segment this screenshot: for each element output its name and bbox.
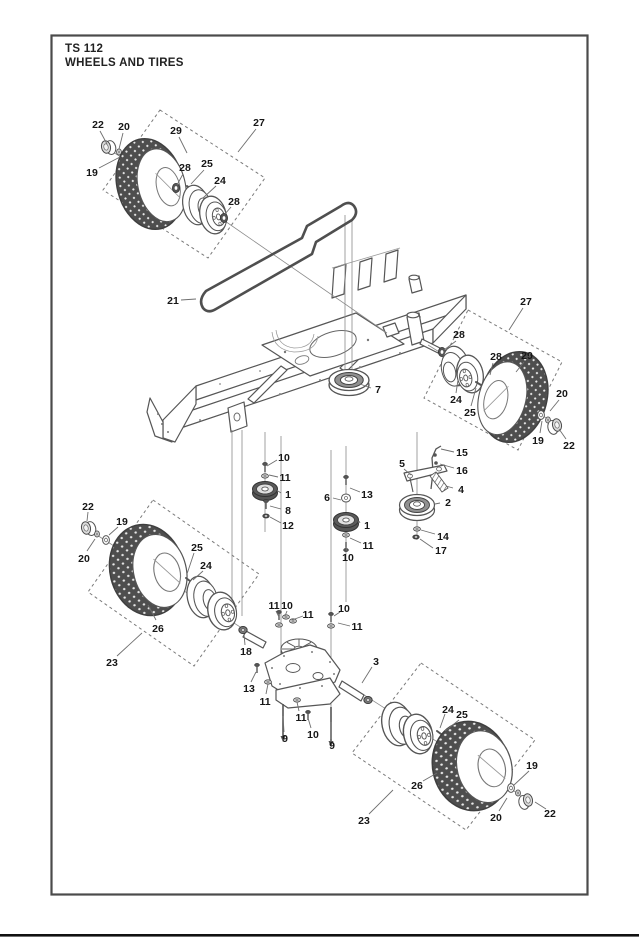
part-callout-24: 24 bbox=[214, 175, 226, 187]
part-callout-11: 11 bbox=[259, 696, 271, 708]
part-callout-25: 25 bbox=[456, 709, 468, 721]
part-callout-19: 19 bbox=[532, 435, 544, 447]
part-callout-25: 25 bbox=[201, 158, 213, 170]
part-callout-19: 19 bbox=[116, 516, 128, 528]
part-callout-12: 12 bbox=[282, 520, 294, 532]
part-callout-29: 29 bbox=[521, 350, 533, 362]
part-callout-13: 13 bbox=[361, 489, 373, 501]
part-callout-20: 20 bbox=[556, 388, 568, 400]
part-callout-5: 5 bbox=[399, 458, 405, 470]
part-callout-23: 23 bbox=[358, 815, 370, 827]
part-callout-28: 28 bbox=[453, 329, 465, 341]
part-callout-26: 26 bbox=[152, 623, 164, 635]
part-callout-16: 16 bbox=[456, 465, 468, 477]
part-callout-24: 24 bbox=[450, 394, 462, 406]
part-callout-10: 10 bbox=[342, 552, 354, 564]
part-callout-11: 11 bbox=[362, 540, 374, 552]
part-callout-11: 11 bbox=[279, 472, 291, 484]
part-callout-22: 22 bbox=[563, 440, 575, 452]
engine-pulley bbox=[329, 370, 369, 396]
part-callout-22: 22 bbox=[92, 119, 104, 131]
part-callout-4: 4 bbox=[458, 484, 464, 496]
part-callout-1: 1 bbox=[364, 520, 370, 532]
part-callout-19: 19 bbox=[526, 760, 538, 772]
part-callout-27: 27 bbox=[520, 296, 532, 308]
part-callout-7: 7 bbox=[375, 384, 381, 396]
part-callout-2: 2 bbox=[445, 497, 451, 509]
part-callout-21: 21 bbox=[167, 295, 179, 307]
part-callout-13: 13 bbox=[243, 683, 255, 695]
part-callout-14: 14 bbox=[437, 531, 449, 543]
part-callout-25: 25 bbox=[191, 542, 203, 554]
part-callout-26: 26 bbox=[411, 780, 423, 792]
part-callout-29: 29 bbox=[170, 125, 182, 137]
part-callout-28: 28 bbox=[179, 162, 191, 174]
drawing-title-model: TS 112 bbox=[65, 43, 104, 55]
footer-rule bbox=[0, 934, 639, 937]
part-callout-19: 19 bbox=[86, 167, 98, 179]
part-callout-9: 9 bbox=[329, 740, 335, 752]
part-callout-20: 20 bbox=[78, 553, 90, 565]
part-callout-11: 11 bbox=[351, 621, 363, 633]
part-callout-6: 6 bbox=[324, 492, 330, 504]
part-callout-23: 23 bbox=[106, 657, 118, 669]
part-callout-10: 10 bbox=[281, 600, 293, 612]
part-callout-3: 3 bbox=[373, 656, 379, 668]
part-callout-10: 10 bbox=[338, 603, 350, 615]
part-callout-11: 11 bbox=[295, 712, 307, 724]
part-callout-9: 9 bbox=[282, 733, 288, 745]
part-callout-22: 22 bbox=[82, 501, 94, 513]
part-callout-28: 28 bbox=[228, 196, 240, 208]
part-callout-8: 8 bbox=[285, 505, 291, 517]
part-callout-22: 22 bbox=[544, 808, 556, 820]
part-callout-15: 15 bbox=[456, 447, 468, 459]
part-callout-24: 24 bbox=[442, 704, 454, 716]
part-callout-20: 20 bbox=[118, 121, 130, 133]
part-callout-28: 28 bbox=[490, 351, 502, 363]
part-callout-17: 17 bbox=[435, 545, 447, 557]
drawing-title-section: WHEELS AND TIRES bbox=[65, 57, 184, 69]
part-callout-11: 11 bbox=[302, 609, 314, 621]
part-callout-20: 20 bbox=[490, 812, 502, 824]
part-callout-18: 18 bbox=[240, 646, 252, 658]
part-callout-1: 1 bbox=[285, 489, 291, 501]
part-callout-25: 25 bbox=[464, 407, 476, 419]
part-callout-11: 11 bbox=[268, 600, 280, 612]
part-callout-27: 27 bbox=[253, 117, 265, 129]
part-callout-10: 10 bbox=[307, 729, 319, 741]
part-callout-24: 24 bbox=[200, 560, 212, 572]
part-callout-10: 10 bbox=[278, 452, 290, 464]
